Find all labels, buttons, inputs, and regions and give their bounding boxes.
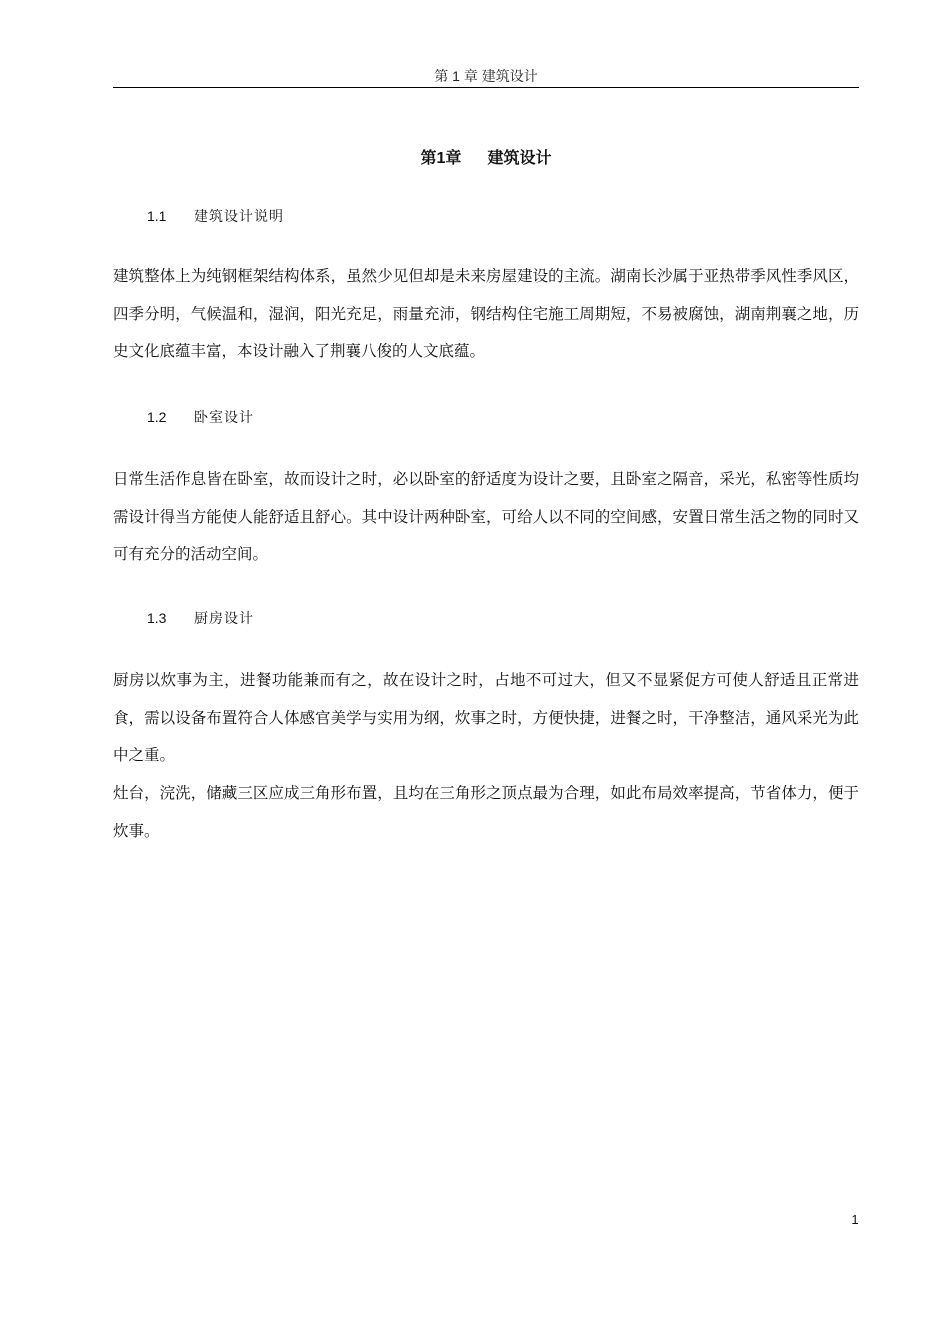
section-title: 建筑设计说明 [194,209,284,225]
section-title: 厨房设计 [194,611,254,627]
section-heading-1-1 [147,206,284,226]
section-number: 1.1 [147,208,167,224]
section-number: 1.2 [147,409,167,425]
paragraph-building-description: 建筑整体上为纯钢框架结构体系，虽然少见但却是未来房屋建设的主流。湖南长沙属于亚热带季风性季风区，四季分明，气候温和，湿润，阳光充足，雨量充沛，钢结构住宅施工周期短，不易被腐蚀，湖南荆襄之地，历史文化底蕴丰富，本设计融入了荆襄八俊的人文底蕴。 [113,267,859,360]
chapter-name: 建筑设计 [487,150,552,167]
header-divider [113,87,859,88]
section-title: 卧室设计 [194,410,254,426]
chapter-title [113,145,859,168]
running-header: 第 1 章 建筑设计 [434,68,538,84]
section-number: 1.3 [147,610,167,626]
paragraph-kitchen-layout: 灶台，浣洗，储藏三区应成三角形布置，且均在三角形之顶点最为合理，如此布局效率提高，节省体力，便于炊事。 [113,784,859,840]
paragraph-bedroom-design: 日常生活作息皆在卧室，故而设计之时，必以卧室的舒适度为设计之要，且卧室之隔音，采光，私密等性质均需设计得当方能使人能舒适且舒心。其中设计两种卧室，可给人以不同的空间感，安置日常生活之物的同时又可有充分的活动空间。 [113,470,859,563]
chapter-number: 第1章 [420,150,462,167]
paragraph-kitchen-design: 厨房以炊事为主，进餐功能兼而有之，故在设计之时，占地不可过大，但又不显紧促方可使人舒适且正常进食，需以设备布置符合人体感官美学与实用为纲，炊事之时，方便快捷，进餐之时，干净整洁，通风采光为此中之重。 [113,671,859,764]
page-number: 1 [851,1212,859,1227]
section-heading-1-3 [147,608,254,628]
section-heading-1-2 [147,407,254,427]
